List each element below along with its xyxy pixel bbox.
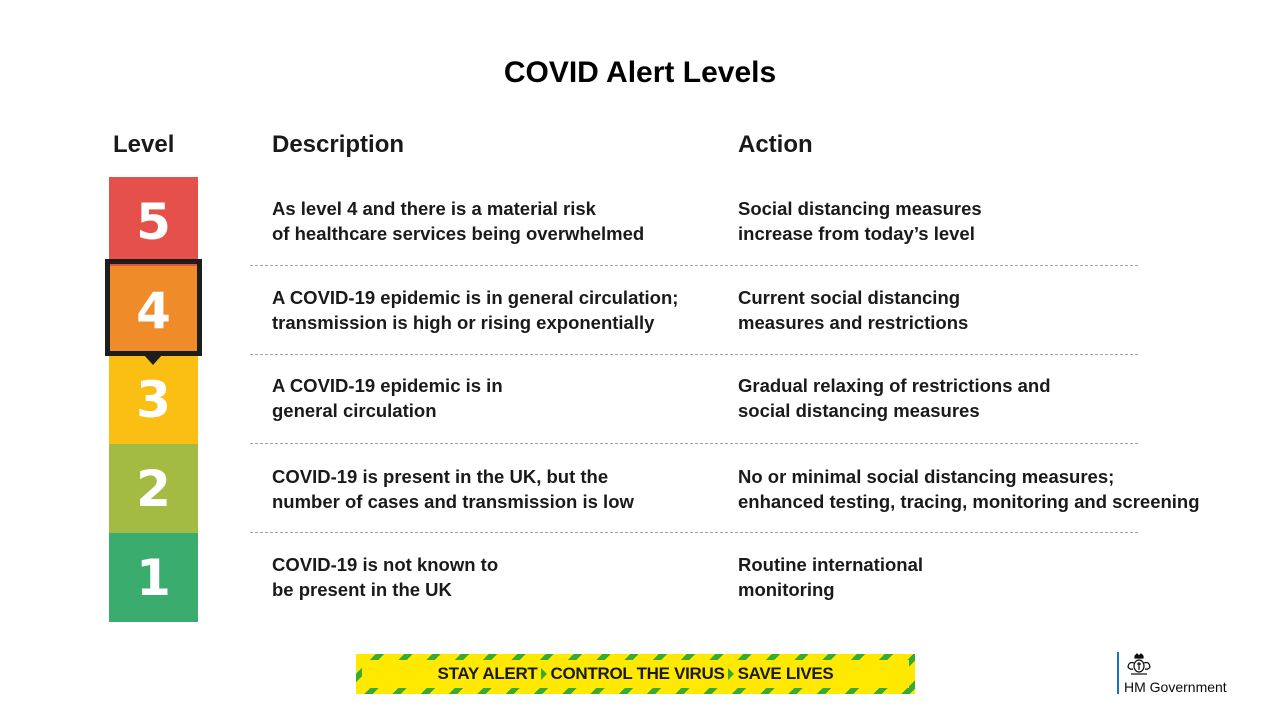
level-2-cell bbox=[109, 444, 198, 533]
description-line: COVID-19 is present in the UK, but the bbox=[272, 466, 609, 487]
action-line: social distancing measures bbox=[738, 400, 980, 421]
level-number: 5 bbox=[136, 192, 171, 251]
description-line: number of cases and transmission is low bbox=[272, 491, 634, 512]
stay-alert-banner bbox=[356, 654, 915, 694]
level-3-action bbox=[738, 373, 1051, 423]
chevron-right-icon bbox=[541, 668, 547, 680]
hm-government-logo bbox=[1117, 652, 1247, 696]
description-line: A COVID-19 epidemic is in general circulation; bbox=[272, 287, 679, 308]
description-line: of healthcare services being overwhelmed bbox=[272, 223, 645, 244]
current-level-pointer-icon bbox=[144, 355, 162, 365]
action-column-header: Action bbox=[738, 131, 813, 158]
current-level-highlight bbox=[105, 259, 202, 356]
action-line: enhanced testing, tracing, monitoring and screening bbox=[738, 491, 1200, 512]
level-4-action bbox=[738, 285, 968, 335]
slogan-stay-alert: STAY ALERT bbox=[437, 664, 538, 683]
row-separator bbox=[250, 532, 1138, 533]
action-line: Current social distancing bbox=[738, 287, 961, 308]
logo-rule bbox=[1117, 652, 1119, 694]
level-number: 1 bbox=[136, 548, 171, 607]
action-line: monitoring bbox=[738, 579, 835, 600]
description-line: A COVID-19 epidemic is in bbox=[272, 375, 503, 396]
level-5-description bbox=[272, 196, 644, 246]
description-line: general circulation bbox=[272, 400, 437, 421]
level-number: 2 bbox=[136, 459, 171, 518]
level-column-header: Level bbox=[113, 131, 175, 158]
page-title: COVID Alert Levels bbox=[503, 56, 777, 89]
level-5-action bbox=[738, 196, 982, 246]
slogan-save-lives: SAVE LIVES bbox=[737, 664, 834, 683]
logo-text: HM Government bbox=[1124, 679, 1227, 695]
level-3-description bbox=[272, 373, 503, 423]
level-4-description bbox=[272, 285, 678, 335]
action-line: Routine international bbox=[738, 554, 923, 575]
level-1-action bbox=[738, 552, 923, 602]
banner-inner bbox=[362, 660, 909, 688]
chevron-right-icon bbox=[728, 668, 734, 680]
slogan-control-the-virus: CONTROL THE VIRUS bbox=[550, 664, 725, 683]
action-line: increase from today’s level bbox=[738, 223, 975, 244]
level-3-cell bbox=[109, 355, 198, 444]
row-separator bbox=[250, 354, 1138, 355]
level-5-cell bbox=[109, 177, 198, 266]
royal-crest-icon bbox=[1125, 653, 1153, 677]
description-line: transmission is high or rising exponentially bbox=[272, 312, 655, 333]
description-line: be present in the UK bbox=[272, 579, 452, 600]
level-number: 3 bbox=[136, 370, 171, 429]
level-number: 4 bbox=[136, 281, 171, 340]
action-line: No or minimal social distancing measures; bbox=[738, 466, 1115, 487]
action-line: measures and restrictions bbox=[738, 312, 969, 333]
row-separator bbox=[250, 265, 1138, 266]
action-line: Gradual relaxing of restrictions and bbox=[738, 375, 1051, 396]
level-2-action bbox=[738, 464, 1200, 514]
description-line: COVID-19 is not known to bbox=[272, 554, 499, 575]
row-separator bbox=[250, 443, 1138, 444]
banner-slogan bbox=[438, 664, 834, 684]
action-line: Social distancing measures bbox=[738, 198, 982, 219]
level-1-description bbox=[272, 552, 498, 602]
description-column-header: Description bbox=[272, 131, 405, 158]
description-line: As level 4 and there is a material risk bbox=[272, 198, 596, 219]
level-1-cell bbox=[109, 533, 198, 622]
level-2-description bbox=[272, 464, 634, 514]
